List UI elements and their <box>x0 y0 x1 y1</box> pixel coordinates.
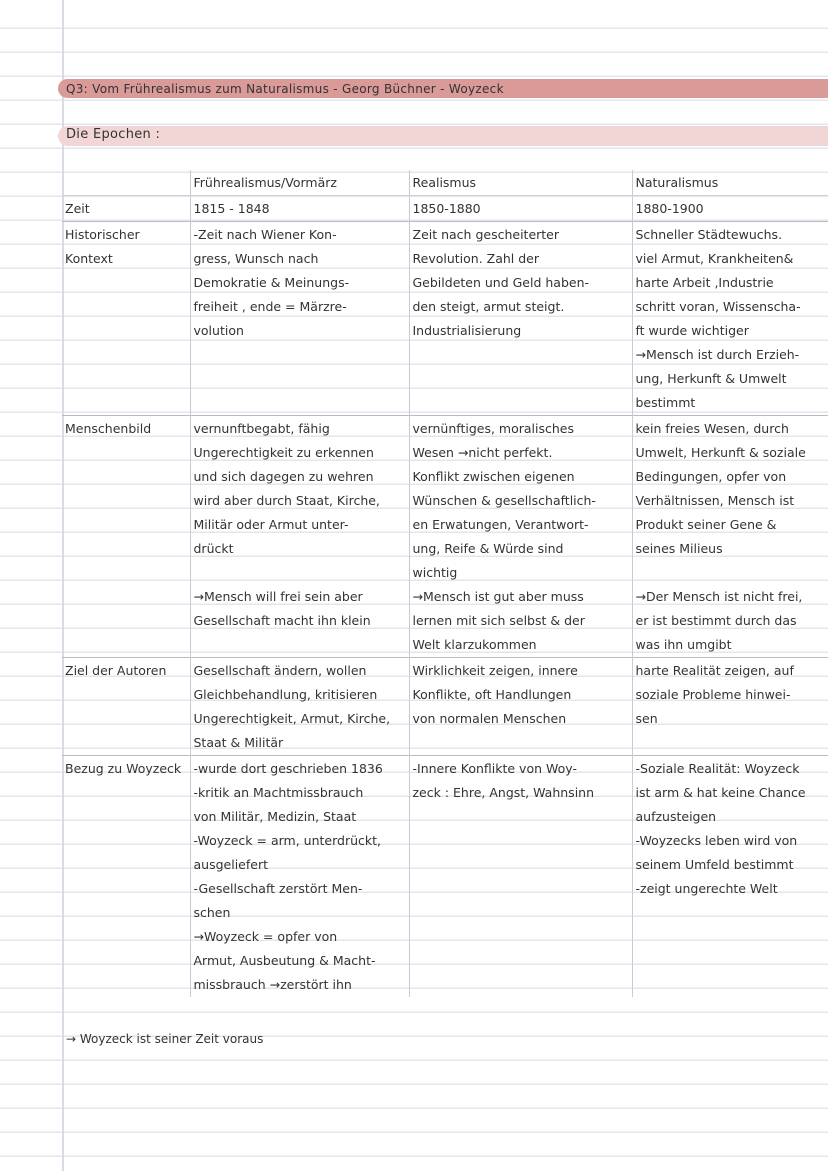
title-banner <box>58 79 828 98</box>
section-heading: Die Epochen : <box>66 127 161 142</box>
row-label: Zeit <box>62 196 190 222</box>
table-cell: harte Realität zeigen, auf soziale Probleme hinwei- sen <box>632 658 828 756</box>
header-fruehrealismus: Frührealismus/Vormärz <box>190 170 409 196</box>
table-cell: Gesellschaft ändern, wollen Gleichbehandlung, kritisieren Ungerechtigkeit, Armut, Kirche, Staat & Militär <box>190 658 409 756</box>
header-empty <box>62 170 190 196</box>
table-cell: Wirklichkeit zeigen, innere Konflikte, oft Handlungen von normalen Menschen <box>409 658 632 756</box>
table-row <box>62 658 828 756</box>
page-title: Q3: Vom Frührealismus zum Naturalismus - Georg Büchner - Woyzeck <box>66 82 504 96</box>
epochen-table <box>62 170 828 997</box>
table-cell: -Zeit nach Wiener Kon- gress, Wunsch nach Demokratie & Meinungs- freiheit , ende = Märzre- volution <box>190 222 409 416</box>
table-cell: -wurde dort geschrieben 1836 -kritik an Machtmissbrauch von Militär, Medizin, Staat -Woyzeck = arm, unterdrückt, ausgeliefert -Gesellschaft zerstört Men- schen →Woyzeck = opfer von Armut, Ausbeutung & Macht- missbrauch →zerstört ihn <box>190 756 409 998</box>
table-cell: 1850-1880 <box>409 196 632 222</box>
subtitle-banner <box>58 126 828 146</box>
table-cell: Zeit nach gescheiterter Revolution. Zahl der Gebildeten und Geld haben- den steigt, armut steigt. Industrialisierung <box>409 222 632 416</box>
table-row <box>62 416 828 658</box>
row-label: Bezug zu Woyzeck <box>62 756 190 998</box>
row-label: Menschenbild <box>62 416 190 658</box>
table-cell: 1815 - 1848 <box>190 196 409 222</box>
header-naturalismus: Naturalismus <box>632 170 828 196</box>
row-label: Historischer Kontext <box>62 222 190 416</box>
table-cell: vernunftbegabt, fähig Ungerechtigkeit zu erkennen und sich dagegen zu wehren wird aber durch Staat, Kirche, Militär oder Armut unter- drückt →Mensch will frei sein aber Gesellschaft macht ihn klein <box>190 416 409 658</box>
table-cell: 1880-1900 <box>632 196 828 222</box>
table-cell: -Innere Konflikte von Woy- zeck : Ehre, Angst, Wahnsinn <box>409 756 632 998</box>
table-cell: vernünftiges, moralisches Wesen →nicht perfekt. Konflikt zwischen eigenen Wünschen & gesellschaftlich- en Erwatungen, Verantwort- ung, Reife & Würde sind wichtig →Mensch ist gut aber muss lernen mit sich selbst & der Welt klarzukommen <box>409 416 632 658</box>
table-cell: Schneller Städtewuchs. viel Armut, Krankheiten& harte Arbeit ,Industrie schritt voran, Wissenscha- ft wurde wichtiger →Mensch ist durch Erzieh- ung, Herkunft & Umwelt bestimmt <box>632 222 828 416</box>
row-label: Ziel der Autoren <box>62 658 190 756</box>
table-cell: kein freies Wesen, durch Umwelt, Herkunft & soziale Bedingungen, opfer von Verhältnissen, Mensch ist Produkt seiner Gene & seines Milieus →Der Mensch ist nicht frei, er ist bestimmt durch das was ihn umgibt <box>632 416 828 658</box>
table-row <box>62 196 828 222</box>
header-realismus: Realismus <box>409 170 632 196</box>
table-row <box>62 756 828 998</box>
footer-note: → Woyzeck ist seiner Zeit voraus <box>66 1032 264 1046</box>
table-header-row <box>62 170 828 196</box>
table-row <box>62 222 828 416</box>
table-cell: -Soziale Realität: Woyzeck ist arm & hat keine Chance aufzusteigen -Woyzecks leben wird von seinem Umfeld bestimmt -zeigt ungerechte Welt <box>632 756 828 998</box>
